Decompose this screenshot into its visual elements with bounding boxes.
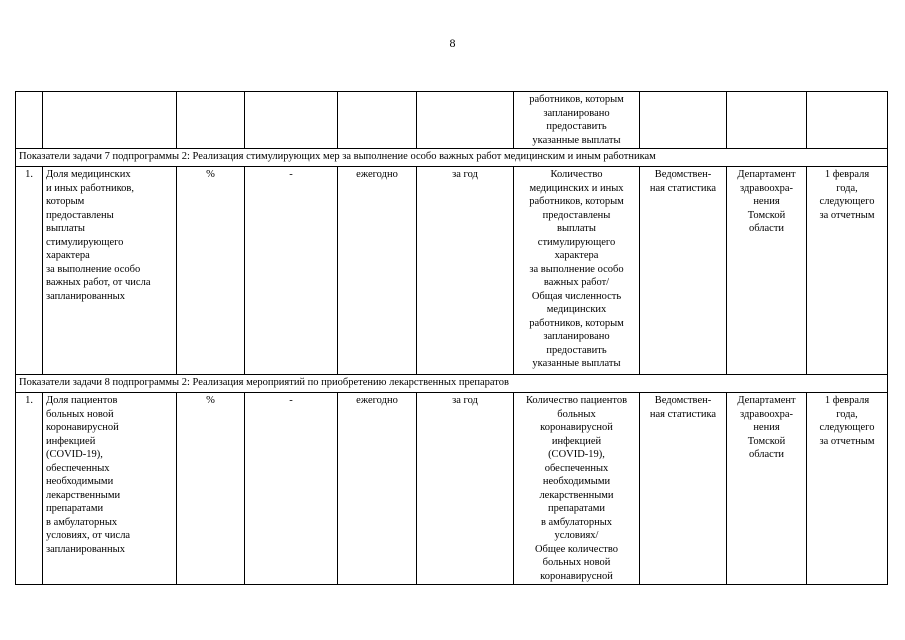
section-heading: Показатели задачи 8 подпрограммы 2: Реализация мероприятий по приобретению лекарственных препаратов <box>16 375 888 393</box>
table-row <box>16 92 888 149</box>
section-heading-row <box>16 149 888 167</box>
cell-source: Ведомствен- ная статистика <box>640 167 727 375</box>
section-heading: Показатели задачи 7 подпрограммы 2: Реализация стимулирующих мер за выполнение особо важных работ медицинским и иным работникам <box>16 149 888 167</box>
section-heading-row <box>16 375 888 393</box>
cell-source <box>640 92 727 149</box>
cell-formula: Количество медицинских и иных работников, которым предоставлены выплаты стимулирующего характера за выполнение особо важных работ/ Общая численность медицинских работников, которым запланировано предоставить указанные выплаты <box>514 167 640 375</box>
cell-responsible: Департамент здравоохра- нения Томской области <box>727 167 807 375</box>
cell-dash: - <box>245 393 338 585</box>
cell-dash <box>245 92 338 149</box>
cell-num: 1. <box>16 393 43 585</box>
cell-periodicity <box>338 92 417 149</box>
cell-time: за год <box>417 167 514 375</box>
cell-num: 1. <box>16 167 43 375</box>
cell-periodicity: ежегодно <box>338 167 417 375</box>
indicators-table <box>15 91 888 585</box>
cell-formula: Количество пациентов больных коронавирусной инфекцией (COVID-19), обеспеченных необходимыми лекарственными препаратами в амбулаторных условиях/ Общее количество больных новой коронавирусной <box>514 393 640 585</box>
cell-indicator: Доля пациентов больных новой коронавирусной инфекцией (COVID-19), обеспеченных необходимыми лекарственными препаратами в амбулаторных условиях, от числа запланированных <box>43 393 177 585</box>
cell-unit <box>177 92 245 149</box>
cell-periodicity: ежегодно <box>338 393 417 585</box>
cell-responsible <box>727 92 807 149</box>
cell-indicator <box>43 92 177 149</box>
cell-deadline: 1 февраля года, следующего за отчетным <box>807 167 888 375</box>
cell-time: за год <box>417 393 514 585</box>
cell-responsible: Департамент здравоохра- нения Томской области <box>727 393 807 585</box>
cell-source: Ведомствен- ная статистика <box>640 393 727 585</box>
cell-deadline <box>807 92 888 149</box>
cell-indicator: Доля медицинских и иных работников, которым предоставлены выплаты стимулирующего характера за выполнение особо важных работ, от числа запланированных <box>43 167 177 375</box>
cell-deadline: 1 февраля года, следующего за отчетным <box>807 393 888 585</box>
cell-formula: работников, которым запланировано предоставить указанные выплаты <box>514 92 640 149</box>
cell-unit: % <box>177 393 245 585</box>
table-row <box>16 393 888 585</box>
cell-time <box>417 92 514 149</box>
table-row <box>16 167 888 375</box>
page-number: 8 <box>449 36 456 50</box>
cell-num <box>16 92 43 149</box>
cell-unit: % <box>177 167 245 375</box>
cell-dash: - <box>245 167 338 375</box>
